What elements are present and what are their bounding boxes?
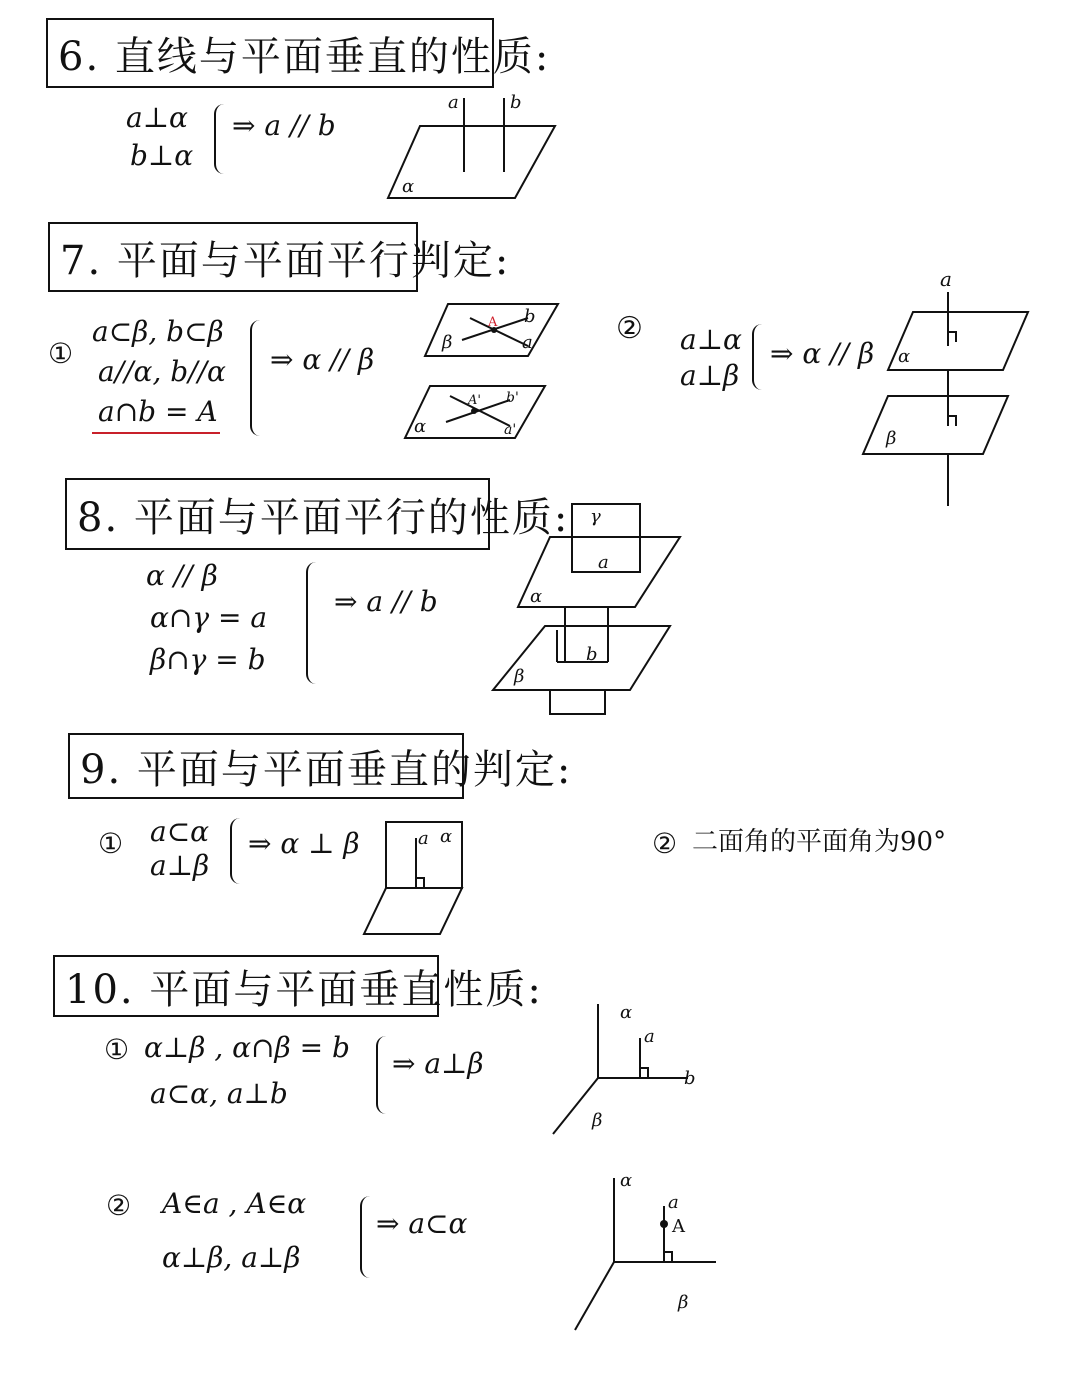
s8-fig-label-beta: β bbox=[514, 666, 525, 687]
s10-case2-conclusion: ⇒ a⊂α bbox=[376, 1207, 468, 1240]
s10-fig2-label-a: a bbox=[668, 1192, 679, 1213]
s7-case2-marker: ② bbox=[616, 311, 643, 346]
s10-case2-brace bbox=[360, 1196, 370, 1278]
s7-fig2-label-beta: β bbox=[886, 428, 897, 449]
s6-conclusion: ⇒ a // b bbox=[232, 109, 336, 142]
s10-fig1-label-a: a bbox=[644, 1026, 655, 1047]
s8-brace bbox=[306, 562, 316, 684]
s10-case2-figure bbox=[570, 1170, 730, 1335]
section-9-title: 9. 平面与平面垂直的判定: bbox=[68, 733, 464, 799]
s8-fig-label-b: b bbox=[586, 644, 598, 665]
s10-case1-brace bbox=[376, 1036, 386, 1114]
s7-fig2-label-a: a bbox=[940, 267, 952, 291]
s7-fig1-label-A: A bbox=[488, 315, 498, 330]
s7-case1-condition-1: a⊂β, b⊂β bbox=[92, 315, 224, 348]
s9-case1-marker: ① bbox=[98, 827, 124, 860]
s9-fig-label-alpha: α bbox=[440, 826, 453, 847]
s6-fig-label-b: b bbox=[510, 92, 522, 113]
s7-case1-brace bbox=[250, 320, 260, 436]
s9-fig-label-a: a bbox=[418, 828, 429, 849]
s7-case1-underline bbox=[92, 432, 220, 434]
s8-fig-label-a: a bbox=[598, 552, 609, 573]
s7-case1-condition-2: a//α, b//α bbox=[98, 355, 226, 388]
s10-fig2-label-beta: β bbox=[678, 1292, 689, 1313]
s7-fig2-label-alpha: α bbox=[898, 346, 911, 367]
s10-case1-line1: α⊥β , α∩β = b bbox=[144, 1031, 350, 1064]
s8-condition-3: β∩γ = b bbox=[150, 643, 266, 676]
s8-fig-label-alpha: α bbox=[530, 586, 543, 607]
section-8-title: 8. 平面与平面平行的性质: bbox=[65, 478, 490, 550]
s10-fig1-label-alpha: α bbox=[620, 1002, 633, 1023]
s8-condition-2: α∩γ = a bbox=[150, 601, 268, 634]
s7-case1-condition-3: a∩b = A bbox=[98, 395, 218, 428]
s8-condition-1: α // β bbox=[146, 559, 218, 592]
s7-case1-figure bbox=[400, 296, 570, 446]
s7-fig1-label-beta: β bbox=[442, 332, 453, 353]
s10-fig1-label-beta: β bbox=[592, 1110, 603, 1131]
s10-case1-line2: a⊂α, a⊥b bbox=[150, 1077, 288, 1110]
s7-case2-condition-2: a⊥β bbox=[680, 359, 740, 392]
s10-case1-conclusion: ⇒ a⊥β bbox=[392, 1047, 484, 1080]
s7-fig1-label-A-prime: A' bbox=[468, 393, 481, 408]
s6-figure bbox=[380, 90, 570, 205]
s9-case1-condition-1: a⊂α bbox=[150, 815, 210, 848]
s9-case2-text: 二面角的平面角为90° bbox=[692, 827, 947, 857]
s7-fig1-label-a-prime: a' bbox=[504, 422, 517, 438]
s9-case1-conclusion: ⇒ α ⊥ β bbox=[248, 827, 360, 860]
s7-fig1-label-b: b bbox=[524, 306, 536, 327]
s8-fig-label-gamma: γ bbox=[590, 506, 601, 527]
s6-brace bbox=[214, 104, 224, 174]
s10-fig2-label-A: A bbox=[672, 1216, 685, 1237]
s7-case2-condition-1: a⊥α bbox=[680, 323, 742, 356]
s9-case1-condition-2: a⊥β bbox=[150, 849, 210, 882]
s10-fig1-label-b: b bbox=[684, 1068, 696, 1089]
s8-conclusion: ⇒ a // b bbox=[334, 585, 438, 618]
section-7-title: 7. 平面与平面平行判定: bbox=[48, 222, 418, 292]
section-10-title: 10. 平面与平面垂直性质: bbox=[53, 955, 439, 1017]
s8-figure bbox=[490, 500, 685, 720]
section-6-title: 6. 直线与平面垂直的性质: bbox=[46, 18, 494, 88]
s7-case2-conclusion: ⇒ α // β bbox=[770, 337, 875, 370]
s9-case1-brace bbox=[230, 818, 240, 884]
s6-fig-label-alpha: α bbox=[402, 176, 415, 197]
s10-case2-line1: A∈a , A∈α bbox=[162, 1187, 307, 1220]
s6-condition-1: a⊥α bbox=[126, 101, 188, 134]
s6-condition-2: b⊥α bbox=[130, 139, 194, 172]
s10-case2-line2: α⊥β, a⊥β bbox=[162, 1241, 301, 1274]
s10-fig2-label-alpha: α bbox=[620, 1170, 633, 1191]
s9-case1-figure bbox=[360, 818, 470, 938]
s6-fig-label-a: a bbox=[448, 92, 459, 113]
s7-case2-brace bbox=[752, 324, 762, 390]
s7-case1-marker: ① bbox=[48, 337, 74, 370]
s7-case1-conclusion: ⇒ α // β bbox=[270, 343, 375, 376]
s10-case1-figure bbox=[548, 998, 708, 1143]
s10-case1-marker: ① bbox=[104, 1033, 130, 1066]
s7-fig1-label-b-prime: b' bbox=[506, 390, 519, 406]
s10-case2-marker: ② bbox=[106, 1189, 132, 1222]
s9-case2-marker: ② bbox=[652, 827, 678, 860]
s7-fig1-label-alpha: α bbox=[414, 416, 427, 437]
s7-case2-figure bbox=[858, 266, 1038, 511]
s7-fig1-label-a: a bbox=[522, 332, 533, 353]
